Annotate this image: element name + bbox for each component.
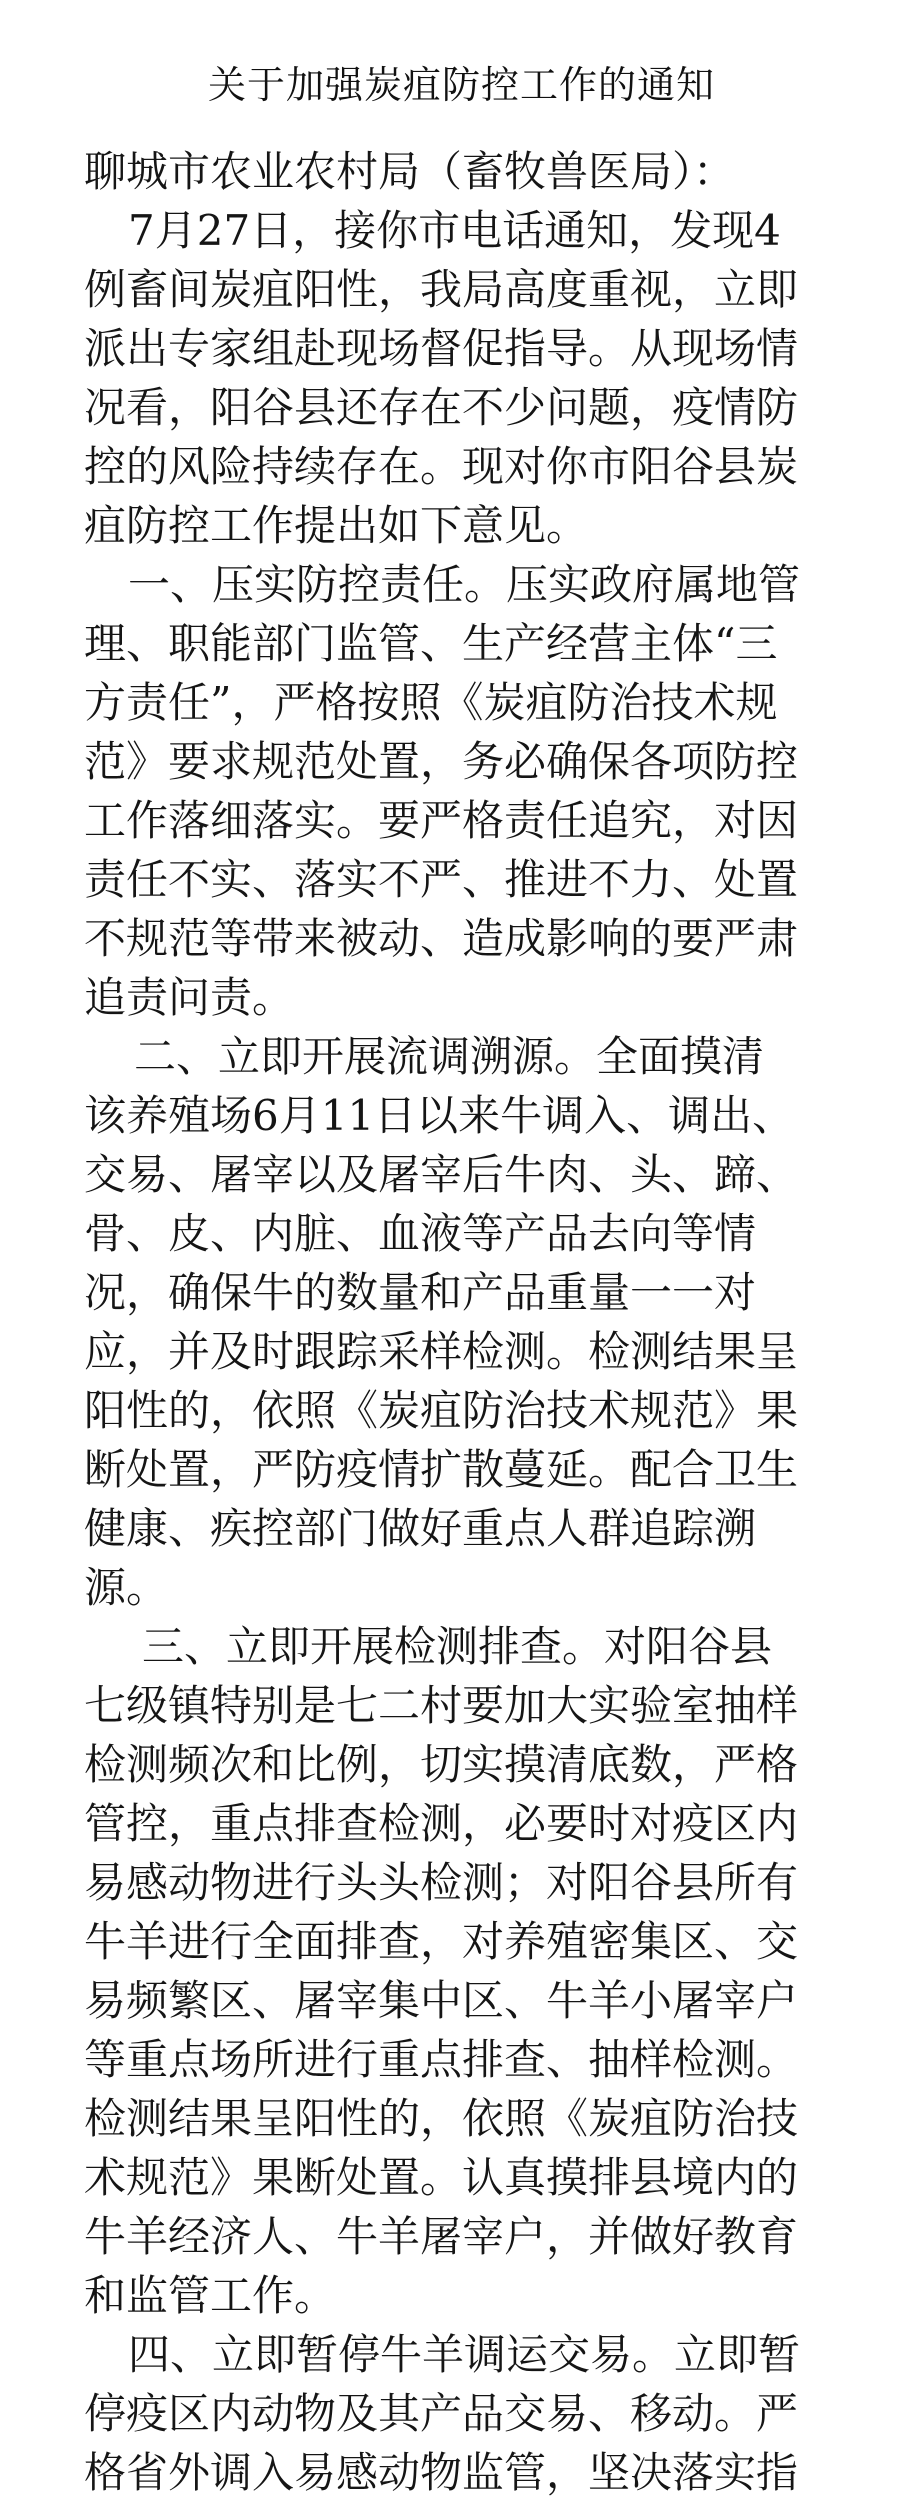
section-two-line: 源。	[84, 1563, 169, 1612]
section-two-line: 阳性的，依照《炭疽防治技术规范》果	[84, 1386, 799, 1435]
intro-paragraph-line: 派出专家组赴现场督促指导。从现场情	[84, 324, 799, 373]
section-three-line: 和监管工作。	[84, 2271, 337, 2320]
section-one-line: 方责任”，严格按照《炭疽防治技术规	[84, 678, 778, 727]
section-two-line: 交易、屠宰以及屠宰后牛肉、头、蹄、	[84, 1150, 799, 1199]
section-three-line: 管控，重点排查检测，必要时对疫区内	[84, 1799, 799, 1848]
section-one-line: 追责问责。	[84, 973, 295, 1022]
section-one-line: 范》要求规范处置，务必确保各项防控	[84, 737, 799, 786]
section-two-line: 健康、疾控部门做好重点人群追踪溯	[84, 1504, 757, 1553]
section-three-line: 牛羊进行全面排查，对养殖密集区、交	[84, 1917, 799, 1966]
document-title: 关于加强炭疽防控工作的通知	[207, 63, 715, 107]
section-one-heading-line: 一、压实防控责任。压实政府属地管	[128, 560, 801, 609]
section-four-line: 格省外调入易感动物监管，坚决落实指	[84, 2448, 799, 2497]
section-two-line: 况，确保牛的数量和产品重量一一对	[84, 1268, 757, 1317]
section-three-line: 等重点场所进行重点排查、抽样检测。	[84, 2035, 799, 2084]
section-three-line: 牛羊经济人、牛羊屠宰户，并做好教育	[84, 2212, 799, 2261]
section-three-line: 术规范》果断处置。认真摸排县境内的	[84, 2153, 799, 2202]
intro-paragraph-line: 控的风险持续存在。现对你市阳谷县炭	[84, 442, 799, 491]
section-three-line: 七级镇特别是七二村要加大实验室抽样	[84, 1681, 799, 1730]
section-four-heading-line: 四、立即暂停牛羊调运交易。立即暂	[128, 2330, 801, 2379]
section-two-line: 骨、皮、内脏、血液等产品去向等情	[84, 1209, 757, 1258]
intro-paragraph-line: 况看，阳谷县还存在不少问题，疫情防	[84, 383, 799, 432]
intro-paragraph-line: 例畜间炭疽阳性，我局高度重视，立即	[84, 265, 799, 314]
section-one-line: 工作落细落实。要严格责任追究，对因	[84, 796, 799, 845]
intro-paragraph-line: 疽防控工作提出如下意见。	[84, 501, 589, 550]
section-two-heading-line: 二、立即开展流调溯源。全面摸清	[134, 1032, 765, 1081]
section-three-line: 检测频次和比例，切实摸清底数，严格	[84, 1740, 799, 1789]
section-one-line: 不规范等带来被动、造成影响的要严肃	[84, 914, 799, 963]
section-three-heading-line: 三、立即开展检测排查。对阳谷县	[142, 1622, 773, 1671]
section-three-line: 检测结果呈阳性的，依照《炭疽防治技	[84, 2094, 799, 2143]
section-three-line: 易频繁区、屠宰集中区、牛羊小屠宰户	[84, 1976, 799, 2025]
document-body	[84, 142, 844, 2502]
section-one-line: 责任不实、落实不严、推进不力、处置	[84, 855, 799, 904]
section-two-line: 断处置，严防疫情扩散蔓延。配合卫生	[84, 1445, 799, 1494]
section-four-line: 停疫区内动物及其产品交易、移动。严	[84, 2389, 799, 2438]
section-two-line: 应，并及时跟踪采样检测。检测结果呈	[84, 1327, 799, 1376]
addressee-line: 聊城市农业农村局（畜牧兽医局）：	[84, 147, 736, 196]
section-one-line: 理、职能部门监管、生产经营主体“三	[84, 619, 778, 668]
section-three-line: 易感动物进行头头检测；对阳谷县所有	[84, 1858, 799, 1907]
section-two-line: 该养殖场6月11日以来牛调入、调出、	[84, 1091, 795, 1140]
intro-paragraph-line: 7月27日，接你市电话通知，发现4	[128, 206, 781, 255]
